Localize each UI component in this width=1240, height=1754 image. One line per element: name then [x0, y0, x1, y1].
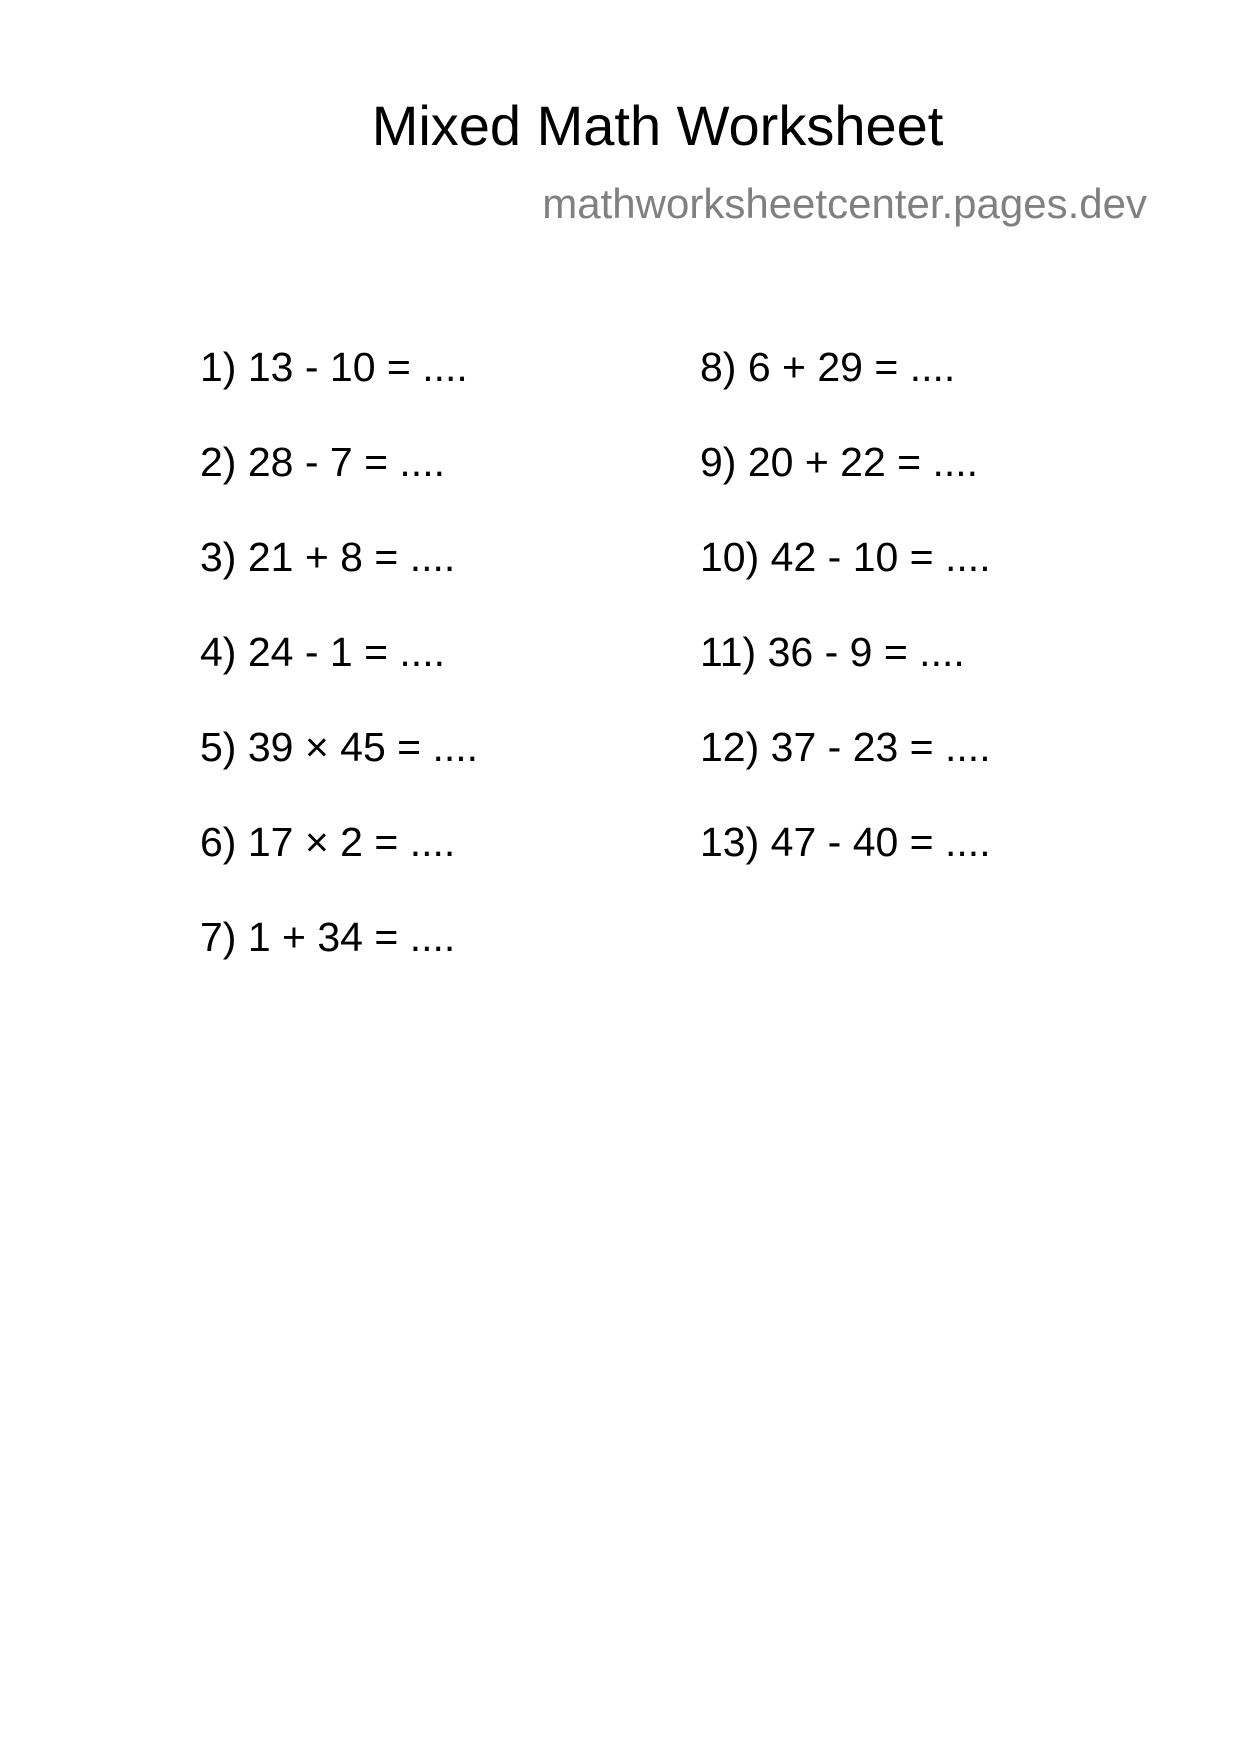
problem-7: 7) 1 + 34 = .... [200, 914, 456, 960]
problem-9: 9) 20 + 22 = .... [700, 439, 979, 485]
problem-4: 4) 24 - 1 = .... [200, 629, 445, 675]
problem-11: 11) 36 - 9 = .... [700, 629, 965, 675]
page-title: Mixed Math Worksheet [371, 94, 944, 157]
problem-5: 5) 39 × 45 = .... [200, 724, 479, 770]
problem-column-left [200, 344, 479, 1012]
problem-10: 10) 42 - 10 = .... [700, 534, 991, 580]
problem-3: 3) 21 + 8 = .... [200, 534, 456, 580]
problem-6: 6) 17 × 2 = .... [200, 819, 456, 865]
problem-8: 8) 6 + 29 = .... [700, 344, 956, 390]
problem-1: 1) 13 - 10 = .... [200, 344, 468, 390]
problem-2: 2) 28 - 7 = .... [200, 439, 445, 485]
problem-12: 12) 37 - 23 = .... [700, 724, 991, 770]
problem-13: 13) 47 - 40 = .... [700, 819, 991, 865]
problem-column-right [700, 344, 991, 917]
source-url: mathworksheetcenter.pages.dev [542, 180, 1147, 227]
